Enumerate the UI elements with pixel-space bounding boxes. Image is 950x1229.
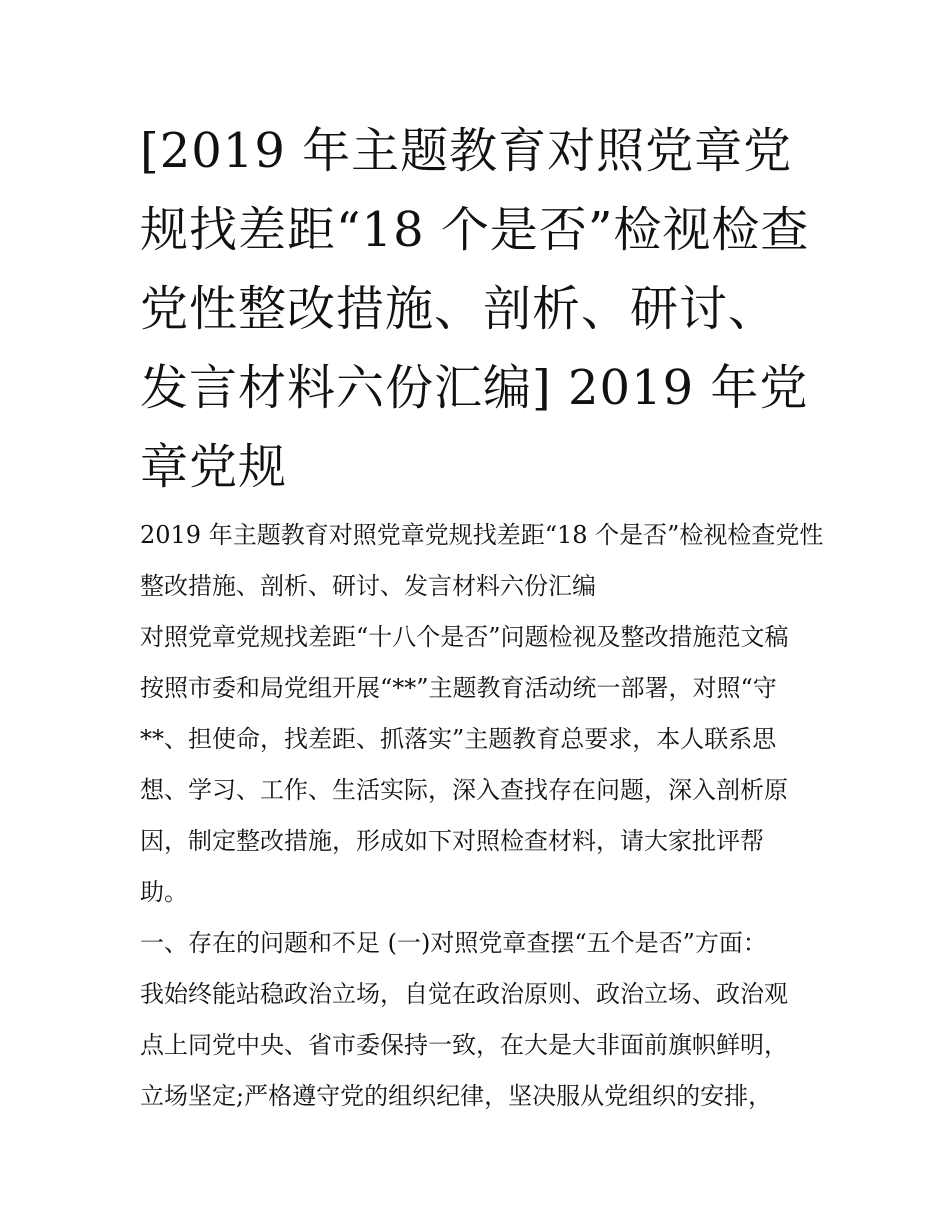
- body-line: 我始终能站稳政治立场，自觉在政治原则、政治立场、政治观: [140, 980, 788, 1008]
- title-line: 规找差距“18 个是否”检视检查: [140, 202, 810, 258]
- body-line: 按照市委和局党组开展“**”主题教育活动统一部署，对照“守: [140, 674, 777, 702]
- body-line: 2019 年主题教育对照党章党规找差距“18 个是否”检视检查党性: [140, 521, 824, 549]
- body-line: 立场坚定;严格遵守党的组织纪律，坚决服从党组织的安排，: [140, 1082, 773, 1110]
- body-line: 因，制定整改措施，形成如下对照检查材料，请大家批评帮: [140, 827, 764, 855]
- document-body: [140, 510, 824, 1122]
- body-line: 整改措施、剖析、研讨、发言材料六份汇编: [140, 572, 596, 600]
- body-line: 对照党章党规找差距“十八个是否”问题检视及整改措施范文稿: [140, 623, 789, 651]
- body-line: 想、学习、工作、生活实际，深入查找存在问题，深入剖析原: [140, 776, 788, 804]
- body-line: 点上同党中央、省市委保持一致，在大是大非面前旗帜鲜明，: [140, 1031, 788, 1059]
- title-line: [2019 年主题教育对照党章党: [140, 123, 793, 179]
- document-title: [140, 112, 820, 507]
- body-line: **、担使命，找差距、抓落实”主题教育总要求，本人联系思: [140, 725, 777, 753]
- title-line: 党性整改措施、剖析、研讨、: [140, 281, 778, 337]
- body-line: 一、存在的问题和不足 (一)对照党章查摆“五个是否”方面：: [140, 929, 767, 957]
- title-line: 章党规: [140, 439, 288, 495]
- body-line: 助。: [140, 878, 188, 906]
- title-line: 发言材料六份汇编] 2019 年党: [140, 360, 809, 416]
